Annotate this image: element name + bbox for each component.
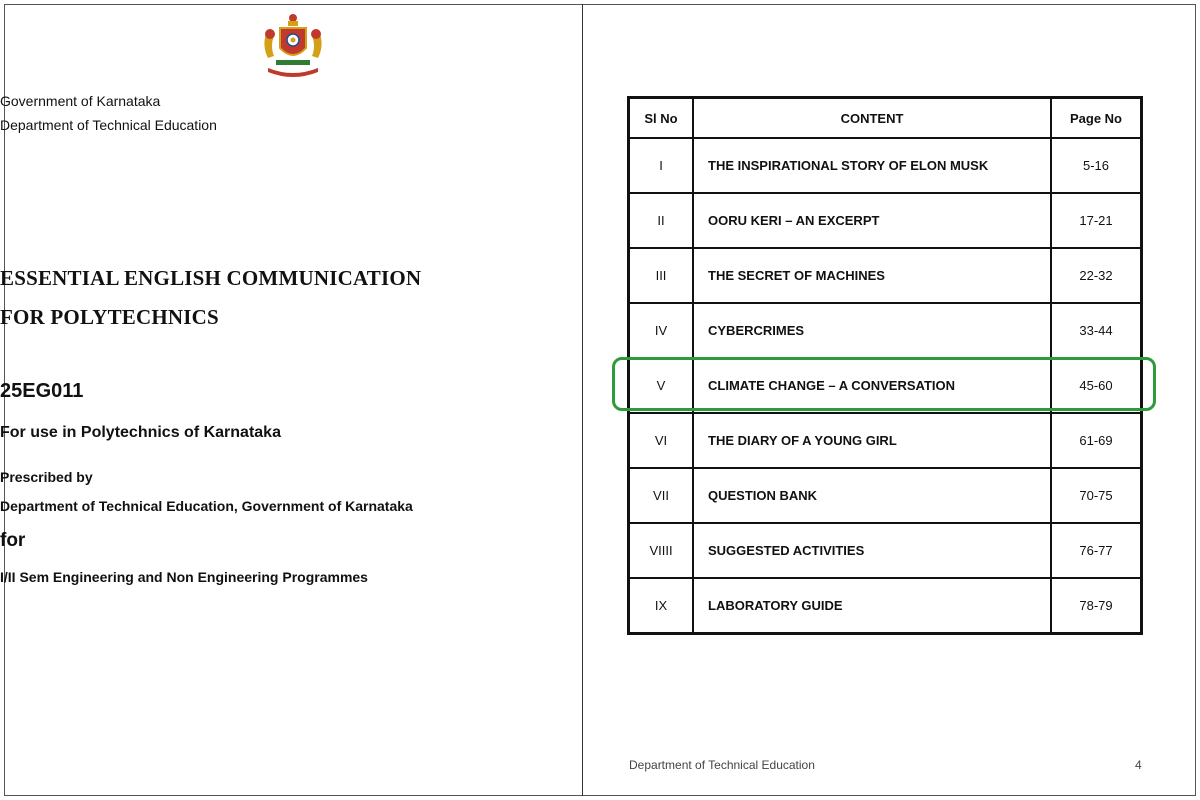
book-title-line2: FOR POLYTECHNICS <box>0 305 219 329</box>
sl-no-cell: V <box>629 358 694 413</box>
page-range-cell: 61-69 <box>1051 413 1142 468</box>
table-row <box>629 303 1142 358</box>
footer-department: Department of Technical Education <box>629 758 815 772</box>
content-cell: OORU KERI – AN EXCERPT <box>693 193 1051 248</box>
karnataka-emblem-icon <box>258 12 328 80</box>
table-row <box>629 468 1142 523</box>
content-cell: CLIMATE CHANGE – A CONVERSATION <box>693 358 1051 413</box>
content-cell: LABORATORY GUIDE <box>693 578 1051 634</box>
table-row <box>629 193 1142 248</box>
table-row <box>629 578 1142 634</box>
book-title-line1: ESSENTIAL ENGLISH COMMUNICATION <box>0 266 422 290</box>
row-highlight-box <box>612 357 1156 411</box>
use-statement: For use in Polytechnics of Karnataka <box>0 424 281 441</box>
table-row <box>629 138 1142 193</box>
page-range-cell: 17-21 <box>1051 193 1142 248</box>
prescriber-name: Department of Technical Education, Government of Karnataka <box>0 498 413 514</box>
sl-no-cell: I <box>629 138 694 193</box>
for-label: for <box>0 530 26 551</box>
page-range-cell: 78-79 <box>1051 578 1142 634</box>
sl-no-cell: VII <box>629 468 694 523</box>
government-name: Government of Karnataka <box>0 93 161 109</box>
table-header-row <box>629 98 1142 139</box>
sl-no-cell: VI <box>629 413 694 468</box>
sl-no-cell: IV <box>629 303 694 358</box>
page-range-cell: 5-16 <box>1051 138 1142 193</box>
sl-no-cell: III <box>629 248 694 303</box>
page-no-header: Page No <box>1051 98 1142 139</box>
content-cell: SUGGESTED ACTIVITIES <box>693 523 1051 578</box>
table-row <box>629 523 1142 578</box>
page-range-cell: 33-44 <box>1051 303 1142 358</box>
content-cell: CYBERCRIMES <box>693 303 1051 358</box>
table-row <box>629 413 1142 468</box>
content-cell: THE INSPIRATIONAL STORY OF ELON MUSK <box>693 138 1051 193</box>
department-name: Department of Technical Education <box>0 117 217 133</box>
course-code: 25EG011 <box>0 380 84 402</box>
page-range-cell: 76-77 <box>1051 523 1142 578</box>
content-cell: QUESTION BANK <box>693 468 1051 523</box>
footer-page-number: 4 <box>1135 758 1142 772</box>
prescribed-by-label: Prescribed by <box>0 469 93 485</box>
sl-no-header: Sl No <box>629 98 694 139</box>
table-row <box>629 248 1142 303</box>
sl-no-cell: IX <box>629 578 694 634</box>
sl-no-cell: VIIII <box>629 523 694 578</box>
page-range-cell: 70-75 <box>1051 468 1142 523</box>
page-range-cell: 22-32 <box>1051 248 1142 303</box>
page-range-cell: 45-60 <box>1051 358 1142 413</box>
content-header: CONTENT <box>693 98 1051 139</box>
programmes-line: I/II Sem Engineering and Non Engineering Programmes <box>0 569 368 585</box>
content-cell: THE DIARY OF A YOUNG GIRL <box>693 413 1051 468</box>
sl-no-cell: II <box>629 193 694 248</box>
content-cell: THE SECRET OF MACHINES <box>693 248 1051 303</box>
